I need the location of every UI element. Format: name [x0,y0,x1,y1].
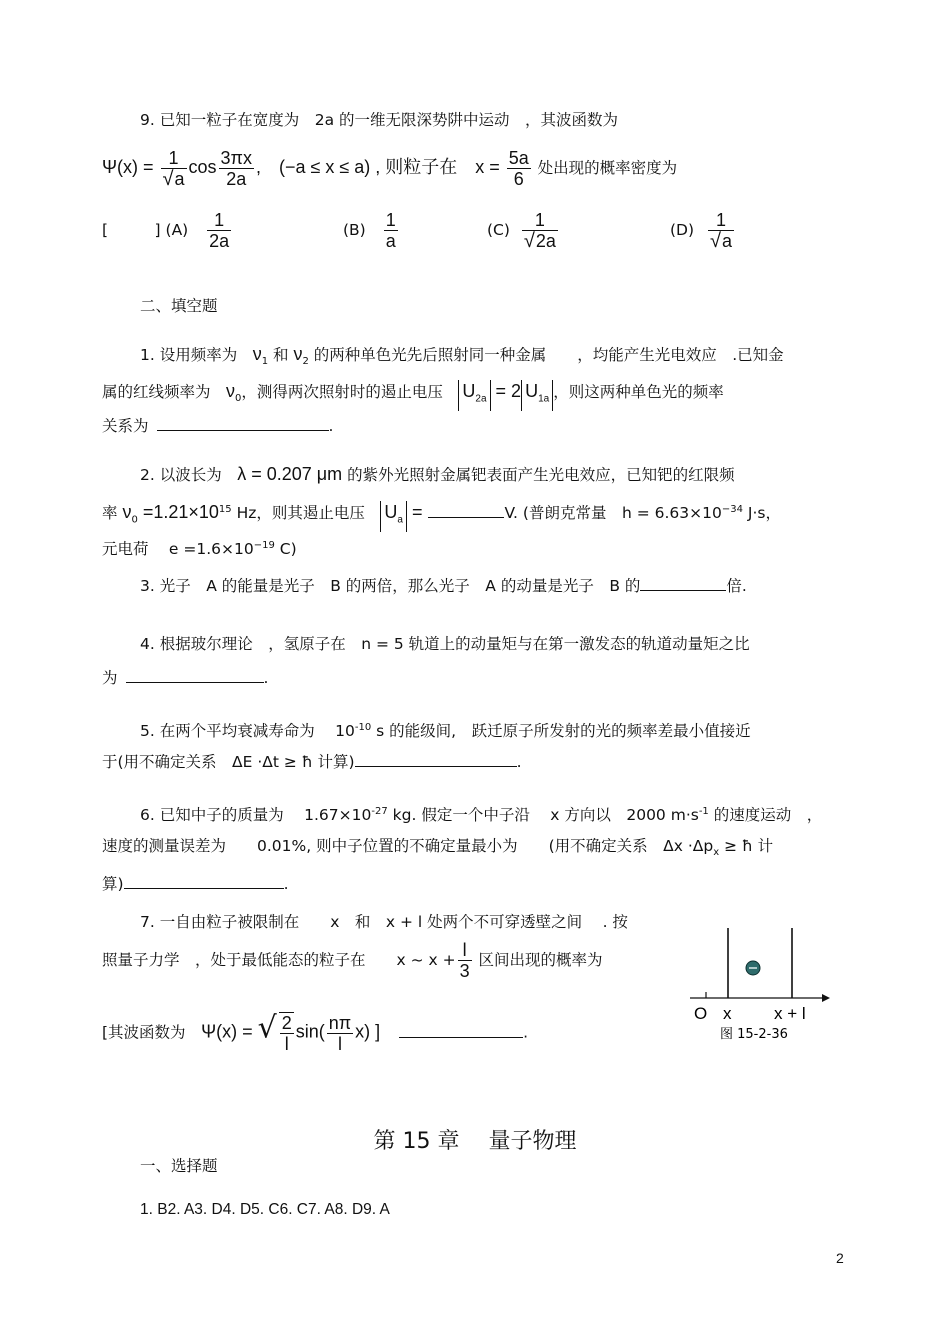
fill2-line2: 率 $\nu_0 =1.21\times 10^{15}$ Hz，则其遏止电压 $U_a = V$. (普朗克常量 $h = 6.63\times 10^{-34}$ J·s， [102,500,781,532]
fill1-line3: 关系为 . [102,417,334,435]
answers-heading: 一、选择题 [140,1157,218,1175]
fill1-line1: 1. 设用频率为 $\nu_1$ 和 $\nu_2$ 的两种单色光先后照射同一种金属 ，均能产生光电效应 .已知金 [140,344,784,368]
fill2-line3: 元电荷 $e =1.6\times 10^{-19}$ C) [102,540,297,559]
fraction: $\frac{5a}{6}$ [508,148,529,189]
fill3: 3. 光子 A 的能量是光子 B 的两倍，那么光子 A 的动量是光子 B 的 倍. [140,577,747,595]
psi-symbol: Ψ [102,157,118,177]
answer-blank [126,682,264,683]
fill7-line1: 7. 一自由粒子被限制在 x 和 x + l 处两个不可穿透壁之间 . 按 [140,913,628,931]
q9-line1: 9. 已知一粒子在宽度为 2a 的一维无限深势阱中运动 ，其波函数为 [140,111,619,129]
answer-blank [428,517,504,518]
option-b: (B) $\frac{1}{a}$ [343,210,396,251]
fraction: $\frac{3\pi x}{2a}$ [220,148,252,189]
q9-options: [ ] (A) $\frac{1}{2a}$ [102,210,230,251]
answer-blank [399,1037,523,1038]
x-label: x [723,1004,732,1023]
option-a: $\frac{1}{2a}$ [209,210,230,251]
origin-label: O [694,1004,708,1023]
fill4-line1: 4. 根据玻尔理论 ，氢原子在 n = 5 轨道上的动量矩与在第一激发态的轨道动量矩之比 [140,635,750,653]
answer-blank [124,888,284,889]
fill5-line1: 5. 在两个平均衰减寿命为 $10^{-10}$ s 的能级间, 跃迁原子所发射的光的频率差最小值接近 [140,722,751,741]
fill4-line2: 为 . [102,669,269,687]
potential-well-figure [686,922,836,1042]
fill1-line2: 属的红线频率为 $\nu_0$，测得两次照射时的遏止电压 $U_{2a} = 2$ $U_{1a}$ ，则这两种单色光的频率 [102,380,724,411]
answer-blank [355,766,517,767]
chapter-title: 第 15 章 量子物理 [373,1129,577,1154]
answer-blank [640,590,726,591]
q9-wavefunction: Ψ(x) = $\frac{1}{√a}$ cos $\frac{3\pi x}{2a}$ , (−a ≤ x ≤ a) , 则粒子在 x = $\frac{5a}{6}$ 处出现的概率密度为 [102,148,678,190]
figure-caption: 图 15-2-36 [720,1027,788,1042]
section-heading: 二、填空题 [140,297,218,315]
answer-list: 1. B2. A3. D4. D5. C6. C7. A8. D9. A [140,1201,390,1218]
page-number: 2 [836,1250,844,1266]
fill6-line3: 算) . [102,875,289,893]
fill7-line3: [其波函数为 Ψ(x) = √ $\frac{2}{l}$ sin( $\frac{n\pi}{l}$ x) ] . [102,1010,529,1054]
fill7-line2: 照量子力学 ，处于最低能态的粒子在 x ~ x + $\frac{l}{3}$ 区间出现的概率为 [102,940,603,981]
fill5-line2: 于(用不确定关系 ΔE ·Δt ≥ ħ 计算) . [102,753,522,771]
xl-label: x + l [774,1004,806,1023]
fill6-line1: 6. 已知中子的质量为 $1.67\times 10^{-27}$ kg. 假定一个中子沿 x 方向以 2000 $m\cdot s^{-1}$ 的速度运动 ， [140,806,823,825]
fill6-line2: 速度的测量误差为 0.01%, 则中子位置的不确定量最小为 (用不确定关系 $\Delta x \cdot\Delta p_x$ ≥ ħ 计 [102,837,774,859]
answer-blank [157,430,329,431]
fill2-line1: 2. 以波长为 λ = 0.207 μm 的紫外光照射金属钯表面产生光电效应，已知钯的红限频 [140,464,735,484]
option-c: (C) $\frac{1}{√2a}$ [487,210,556,252]
fraction: $\frac{1}{√a}$ [162,148,185,190]
option-d: (D) $\frac{1}{√a}$ [670,210,733,252]
